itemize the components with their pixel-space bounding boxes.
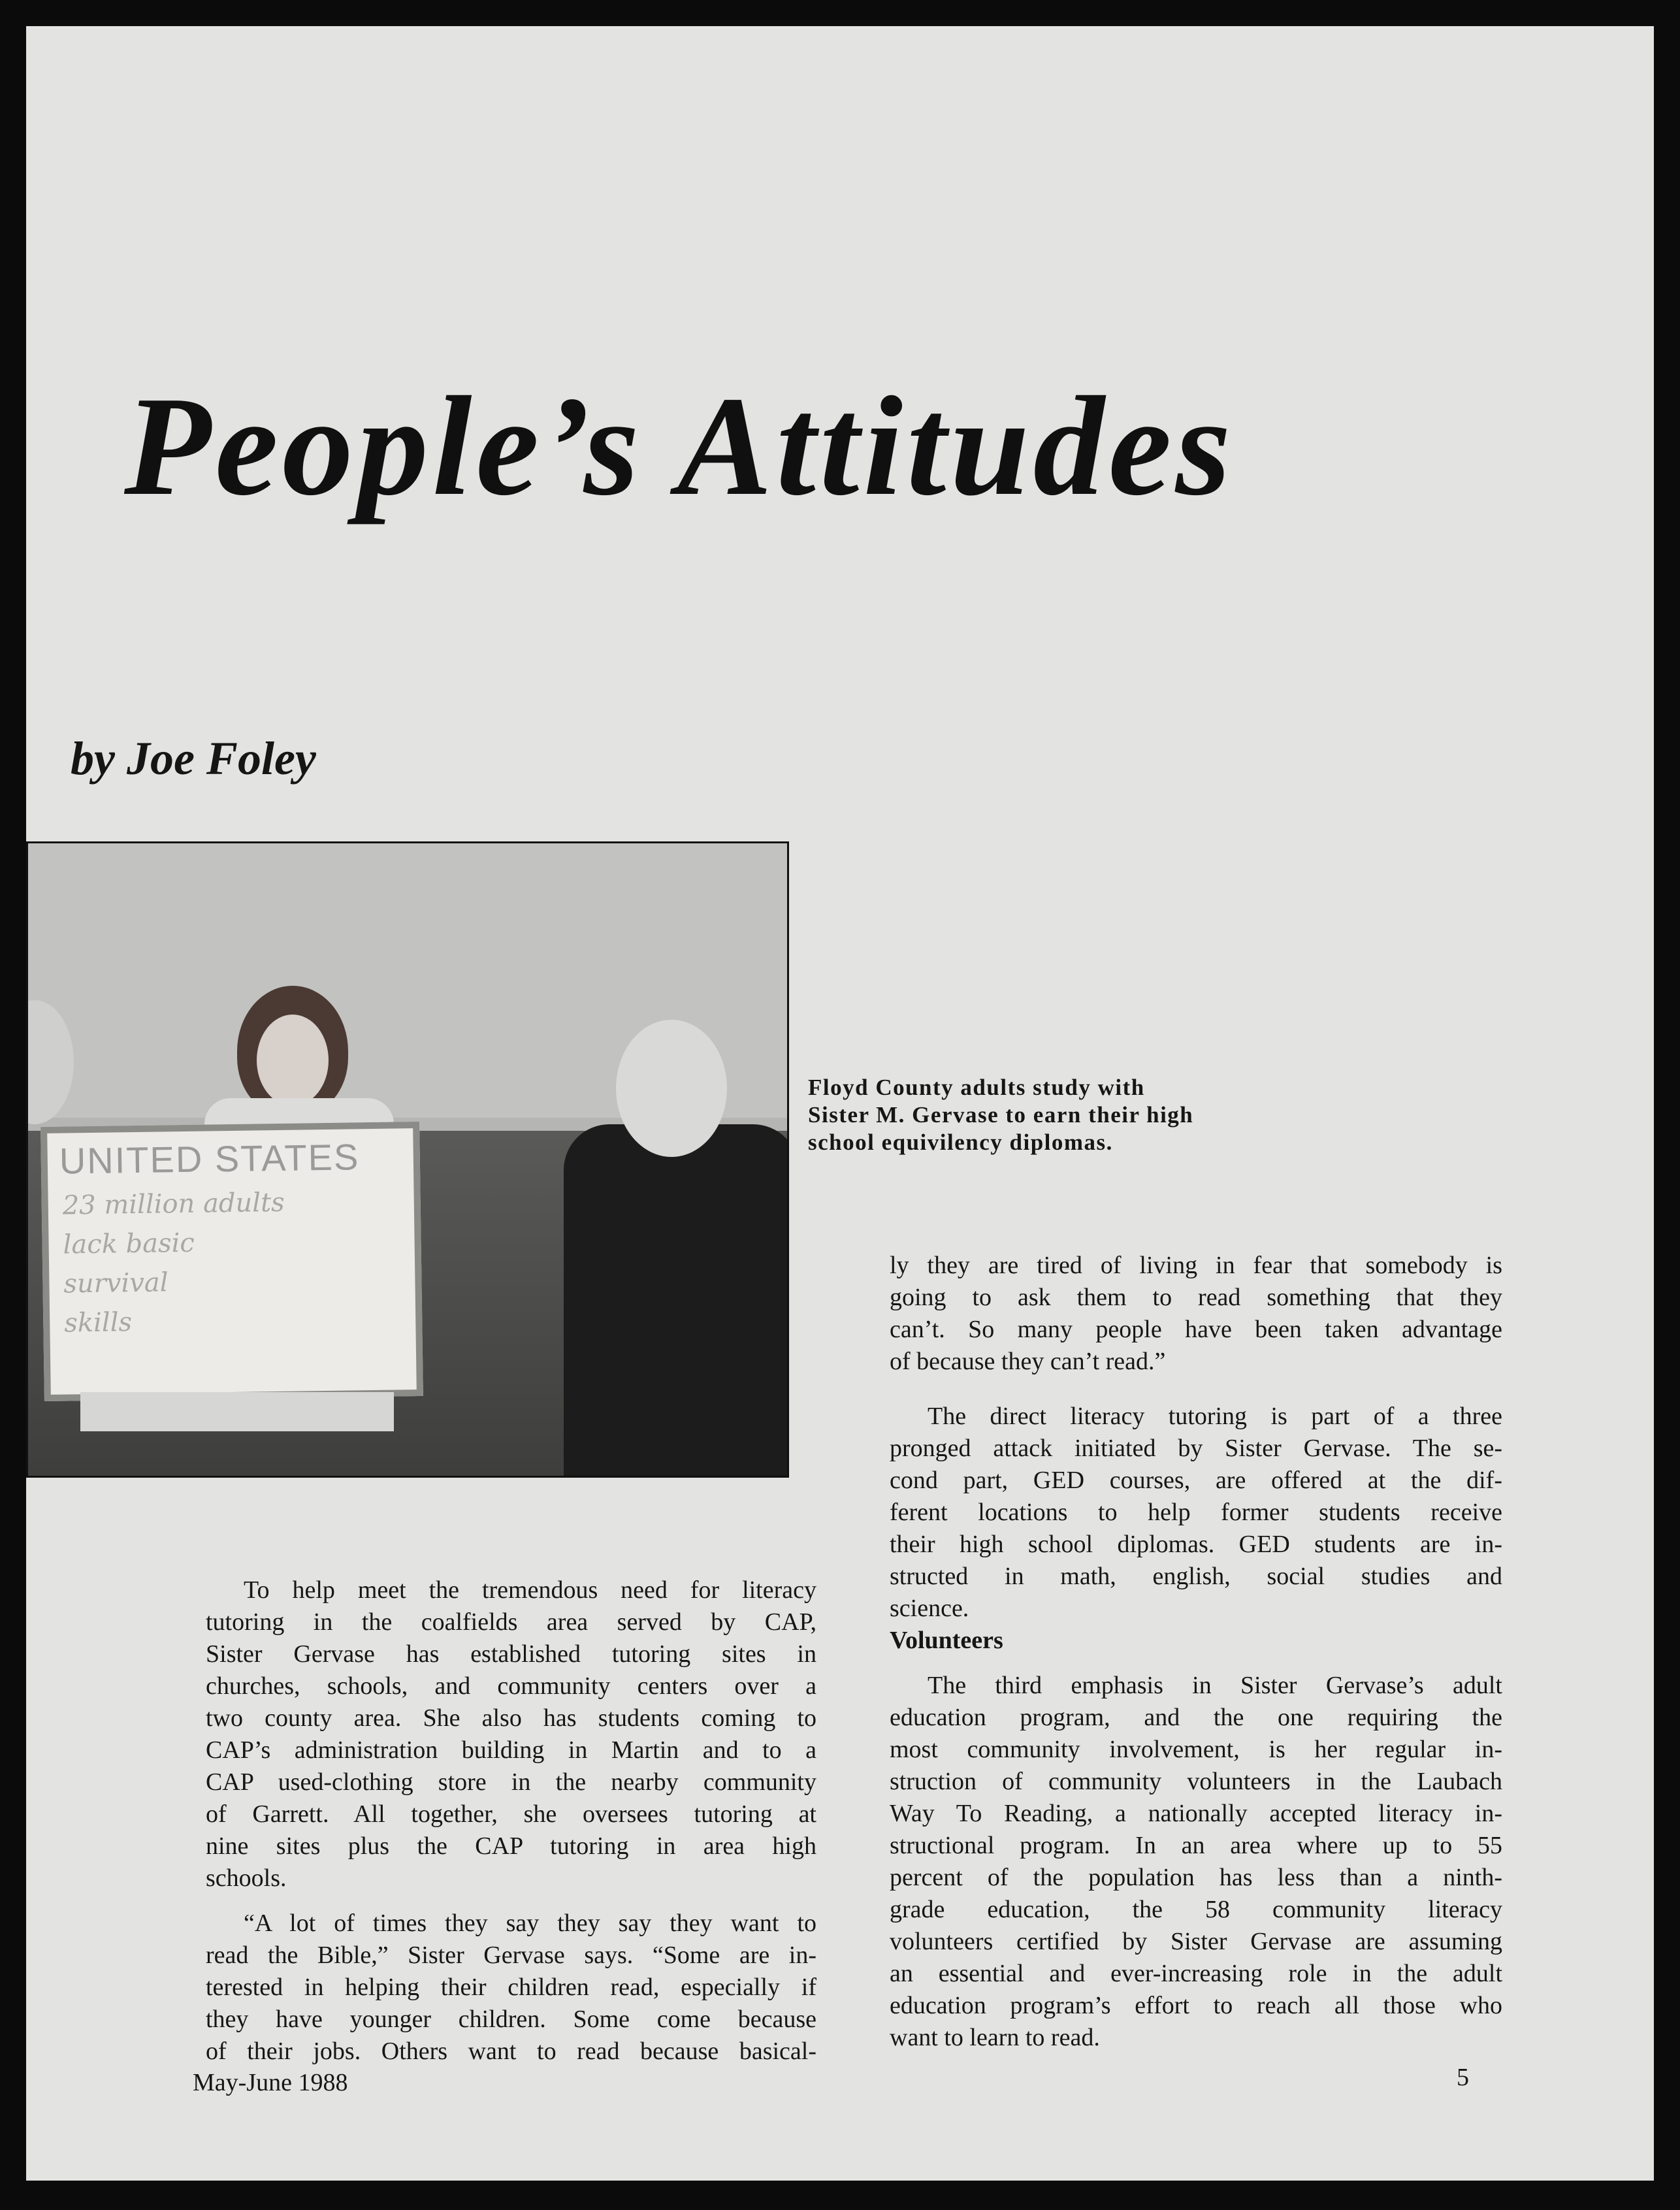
text-line: education program’s effort to reach all those who: [890, 1992, 1502, 2019]
poster-line: skills: [63, 1307, 133, 1339]
text-line: education program, and the one requiring the: [890, 1704, 1502, 1731]
text-line: grade education, the 58 community literacy: [890, 1896, 1502, 1923]
photo-poster-stand: [80, 1392, 394, 1431]
photo-poster: [40, 1122, 423, 1401]
article-title: People’s Attitudes: [124, 368, 1235, 525]
text-line: cond part, GED courses, are offered at the dif-: [890, 1467, 1502, 1494]
body-paragraph: [890, 1670, 1502, 2054]
text-line: struction of community volunteers in the Laubach: [890, 1768, 1502, 1795]
magazine-page: [26, 26, 1654, 2181]
paragraph-gap: [890, 1378, 1502, 1401]
paragraph-gap: [890, 1657, 1502, 1670]
text-line: of because they can’t read.”: [890, 1348, 1166, 1375]
text-line: tutoring in the coalfields area served by CAP,: [206, 1608, 816, 1636]
body-paragraph: [890, 1250, 1502, 1378]
text-line: percent of the population has less than a ninth-: [890, 1864, 1502, 1891]
body-paragraph: [206, 1908, 816, 2068]
text-line: The third emphasis in Sister Gervase’s adult: [928, 1672, 1502, 1699]
text-line: “A lot of times they say they say they want to: [244, 1909, 816, 1937]
issue-date: May-June 1988: [193, 2069, 348, 2096]
text-line: volunteers certified by Sister Gervase are assuming: [890, 1928, 1502, 1955]
text-line: Sister Gervase has established tutoring sites in: [206, 1640, 816, 1668]
body-paragraph: [890, 1401, 1502, 1625]
text-line: their high school diplomas. GED students are in-: [890, 1531, 1502, 1558]
right-text-column: [890, 1250, 1502, 2054]
text-line: schools.: [206, 1864, 287, 1892]
poster-line: survival: [63, 1267, 169, 1299]
text-line: going to ask them to read something that they: [890, 1284, 1502, 1311]
text-line: CAP used-clothing store in the nearby community: [206, 1768, 816, 1796]
article-photo: [26, 841, 789, 1478]
text-line: ly they are tired of living in fear that somebody is: [890, 1252, 1502, 1279]
poster-line: lack basic: [63, 1227, 195, 1260]
photo-caption: [808, 1074, 1278, 1156]
left-text-column: [206, 1574, 816, 2068]
text-line: ferent locations to help former students receive: [890, 1499, 1502, 1526]
photo-person-right-head: [616, 1020, 727, 1157]
caption-line: Floyd County adults study with: [808, 1075, 1145, 1100]
text-line: CAP’s administration building in Martin and to a: [206, 1736, 816, 1764]
text-line: terested in helping their children read, especially if: [206, 1974, 816, 2001]
text-line: they have younger children. Some come because: [206, 2006, 816, 2033]
text-line: an essential and ever-increasing role in the adult: [890, 1960, 1502, 1987]
text-line: most community involvement, is her regular in-: [890, 1736, 1502, 1763]
text-line: read the Bible,” Sister Gervase says. “Some are in-: [206, 1942, 816, 1969]
poster-title: UNITED STATES: [59, 1136, 360, 1182]
photo-person-center-face: [257, 1015, 329, 1106]
poster-line: 23 million adults: [62, 1187, 285, 1221]
section-subhead: Volunteers: [890, 1627, 1003, 1654]
text-line: of their jobs. Others want to read because basical-: [206, 2038, 816, 2065]
article-byline: by Joe Foley: [71, 732, 316, 785]
text-line: can’t. So many people have been taken advantage: [890, 1316, 1502, 1343]
text-line: want to learn to read.: [890, 2024, 1100, 2051]
body-paragraph: [206, 1574, 816, 1894]
page-number: 5: [1457, 2064, 1469, 2091]
text-line: two county area. She also has students coming to: [206, 1704, 816, 1732]
paragraph-gap: [206, 1894, 816, 1908]
text-line: nine sites plus the CAP tutoring in area high: [206, 1832, 816, 1860]
text-line: The direct literacy tutoring is part of a three: [928, 1403, 1502, 1430]
text-line: To help meet the tremendous need for literacy: [244, 1576, 816, 1604]
text-line: churches, schools, and community centers over a: [206, 1672, 816, 1700]
photo-person-right-body: [564, 1124, 789, 1477]
text-line: pronged attack initiated by Sister Gervase. The se-: [890, 1435, 1502, 1462]
text-line: science.: [890, 1595, 969, 1622]
text-line: of Garrett. All together, she oversees tutoring at: [206, 1800, 816, 1828]
caption-line: school equivilency diplomas.: [808, 1129, 1113, 1155]
text-line: structional program. In an area where up to 55: [890, 1832, 1502, 1859]
text-line: Way To Reading, a nationally accepted literacy in-: [890, 1800, 1502, 1827]
caption-line: Sister M. Gervase to earn their high: [808, 1102, 1194, 1128]
text-line: structed in math, english, social studies and: [890, 1563, 1502, 1590]
